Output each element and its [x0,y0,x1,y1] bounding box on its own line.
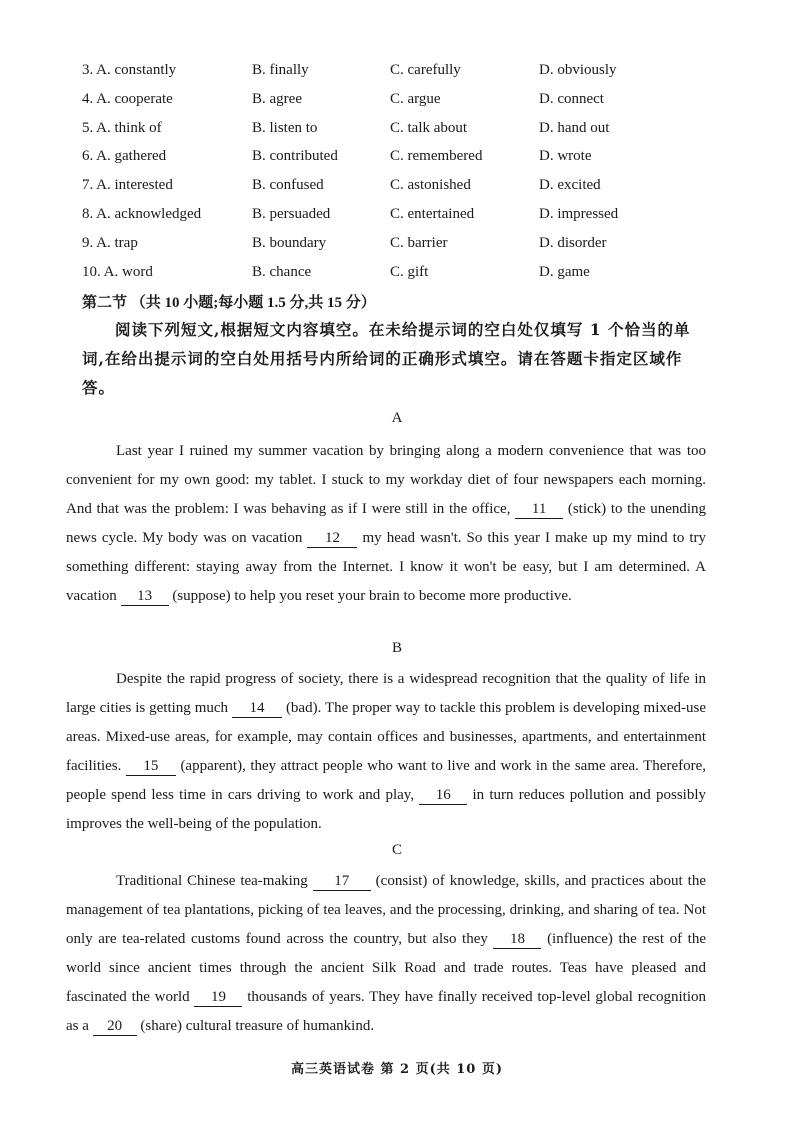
option-a: 4. A. cooperate [82,90,173,107]
passage-text: Traditional Chinese tea-making [116,873,308,889]
passage-text: (stick) to the unending news cycle. My body was on vacation [66,501,707,546]
blank-20: 20 [93,1017,137,1036]
option-d: D. excited [539,177,601,194]
passage-text: in turn reduces pollution and possibly improves the well-being of the population. [66,787,707,832]
blank-15: 15 [126,757,176,776]
blank-11: 11 [515,500,563,519]
option-row-6 [82,144,742,173]
passage-c-heading: C [391,842,402,858]
passage-text: Despite the rapid progress of society, there is a widespread recognition that the quality of life in large cities is getting much [66,671,706,716]
option-row-5 [82,116,742,145]
option-d: D. wrote [539,148,592,165]
option-b: B. persuaded [252,205,331,222]
option-d: D. obviously [539,62,617,78]
section-title: 第二节 （共 10 小题;每小题 1.5 分,共 15 分） [82,295,376,311]
option-d: D. hand out [539,119,610,136]
page-footer: 高三英语试卷 第 2 页(共 10 页) [290,1062,504,1077]
passage-text: (influence) the rest of the world since ancient times through the ancient Silk Road and trade routes. Teas have pleased and fascinated the world [66,931,707,1005]
option-row-8 [82,202,742,231]
option-a: 6. A. gathered [82,148,167,165]
option-c: C. barrier [390,234,448,251]
blank-16: 16 [419,786,467,805]
passage-text: (consist) of knowledge, skills, and practices about the management of tea plantations, picking of tea leaves, and the processing, drinking, and sharing of tea. Not only are tea-related customs found across the country, but also they [66,873,706,947]
blank-14: 14 [232,699,282,718]
option-d: D. disorder [539,234,607,251]
option-c: C. entertained [390,205,475,222]
option-a: 7. A. interested [82,177,173,194]
option-c: C. gift [390,263,429,280]
option-d: D. game [539,263,590,280]
option-a: 3. A. constantly [82,62,177,78]
passage-b [66,665,706,839]
passage-text: (apparent), they attract people who want to live and work in the same area. Therefore, people spend less time in cars driving to work and play, [66,758,707,803]
option-a: 8. A. acknowledged [82,205,202,222]
option-b: B. agree [252,90,302,107]
passage-a-heading: A [391,410,403,426]
option-c: C. carefully [390,62,461,78]
blank-18: 18 [493,930,541,949]
option-b: B. listen to [252,119,318,136]
option-row-9 [82,231,742,260]
option-d: D. impressed [539,205,619,222]
option-b: B. confused [252,177,324,194]
passage-text: (suppose) to help you reset your brain to become more productive. [172,588,572,604]
option-d: D. connect [539,90,604,107]
blank-13: 13 [121,587,169,606]
option-row-10 [82,260,742,289]
passage-b-heading: B [391,640,402,656]
passage-a [66,437,706,611]
passage-c [66,867,706,1041]
option-c: C. remembered [390,148,483,165]
option-row-7 [82,173,742,202]
passage-text: (bad). The proper way to tackle this problem is developing mixed-use areas. Mixed-use areas, for example, may contain offices and businesses, apartments, and entertainment facilities. [66,700,707,774]
options-table [82,58,742,288]
option-row-3 [82,58,742,87]
option-b: B. finally [252,62,309,78]
section-instructions: 阅读下列短文,根据短文内容填空。在未给提示词的空白处仅填写 1 个恰当的单词,在给出提示词的空白处用括号内所给词的正确形式填空。请在答题卡指定区域作答。 [82,320,691,397]
passage-text: Last year I ruined my summer vacation by bringing along a modern convenience that was too convenient for my own good: my tablet. I stuck to my workday diet of four newspapers each morning. And that was the problem: I was behaving as if I were still in the office, [66,443,706,517]
blank-12: 12 [307,529,357,548]
option-a: 5. A. think of [82,119,162,136]
blank-17: 17 [313,872,371,891]
option-a: 9. A. trap [82,234,138,251]
option-b: B. contributed [252,148,338,165]
option-b: B. boundary [252,234,327,251]
option-a: 10. A. word [82,263,153,280]
option-c: C. argue [390,90,441,107]
passage-text: (share) cultural treasure of humankind. [140,1018,375,1034]
passage-text: thousands of years. They have finally received top-level global recognition as a [66,989,707,1034]
blank-19: 19 [194,988,242,1007]
option-c: C. talk about [390,119,468,136]
option-c: C. astonished [390,177,471,194]
passage-text: my head wasn't. So this year I make up my mind to try something different: staying away from the Internet. I know it won't be easy, but I am determined. A vacation [66,530,707,604]
option-b: B. chance [252,263,312,280]
option-row-4 [82,87,742,116]
